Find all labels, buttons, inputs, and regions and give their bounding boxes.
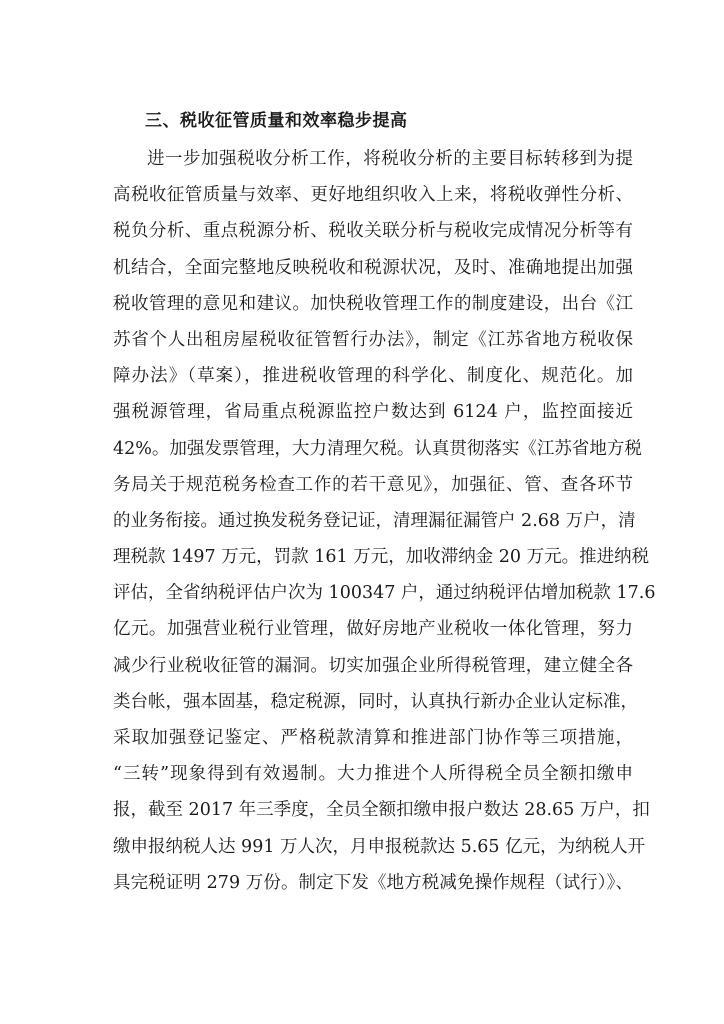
paragraph-line: 务局关于规范税务检查工作的若干意见》，加强征、管、查各环节	[113, 474, 633, 495]
paragraph-line: 理税款 1497 万元，罚款 161 万元，加收滞纳金 20 万元。推进纳税	[113, 547, 650, 568]
paragraph-line: “三转”现象得到有效遏制。大力推进个人所得税全员全额扣缴申	[113, 764, 633, 785]
paragraph-line: 苏省个人出租房屋税收征管暂行办法》，制定《江苏省地方税收保	[113, 329, 633, 350]
paragraph-line: 类台帐，强本固基，稳定税源，同时，认真执行新办企业认定标准，	[113, 691, 638, 712]
paragraph-line: 高税收征管质量与效率、更好地组织收入上来，将税收弹性分析、	[113, 185, 633, 206]
paragraph-line: 采取加强登记鉴定、严格税款清算和推进部门协作等三项措施，	[113, 728, 633, 748]
paragraph-line: 进一步加强税收分析工作，将税收分析的主要目标转移到为提	[147, 149, 633, 169]
paragraph-line: 税收管理的意见和建议。加快税收管理工作的制度建设，出台《江	[113, 293, 633, 314]
paragraph-line: 强税源管理，省局重点税源监控户数达到 6124 户，监控面接近	[113, 402, 633, 423]
section-heading: 三、税收征管质量和效率稳步提高	[145, 111, 408, 131]
paragraph-line: 具完税证明 279 万份。制定下发《地方税减免操作规程（试行）》、	[113, 872, 633, 893]
paragraph-line: 42%。加强发票管理，大力清理欠税。认真贯彻落实《江苏省地方税	[113, 438, 642, 459]
paragraph-line: 机结合，全面完整地反映税收和税源状况，及时、准确地提出加强	[113, 257, 633, 278]
paragraph-line: 障办法》（草案），推进税收管理的科学化、制度化、规范化。加	[113, 366, 633, 387]
paragraph-line: 评估，全省纳税评估户次为 100347 户，通过纳税评估增加税款 17.6	[113, 583, 656, 604]
body-paragraph	[113, 141, 656, 901]
paragraph-line: 减少行业税收征管的漏洞。切实加强企业所得税管理，建立健全各	[113, 655, 633, 676]
paragraph-line: 亿元。加强营业税行业管理，做好房地产业税收一体化管理，努力	[113, 619, 633, 640]
paragraph-line: 的业务衔接。通过换发税务登记证，清理漏征漏管户 2.68 万户，清	[113, 510, 636, 531]
paragraph-line: 税负分析、重点税源分析、税收关联分析与税收完成情况分析等有	[113, 221, 633, 242]
paragraph-line: 报，截至 2017 年三季度，全员全额扣缴申报户数达 28.65 万户，扣	[113, 800, 650, 821]
paragraph-line: 缴申报纳税人达 991 万人次，月申报税款达 5.65 亿元，为纳税人开	[113, 836, 646, 857]
